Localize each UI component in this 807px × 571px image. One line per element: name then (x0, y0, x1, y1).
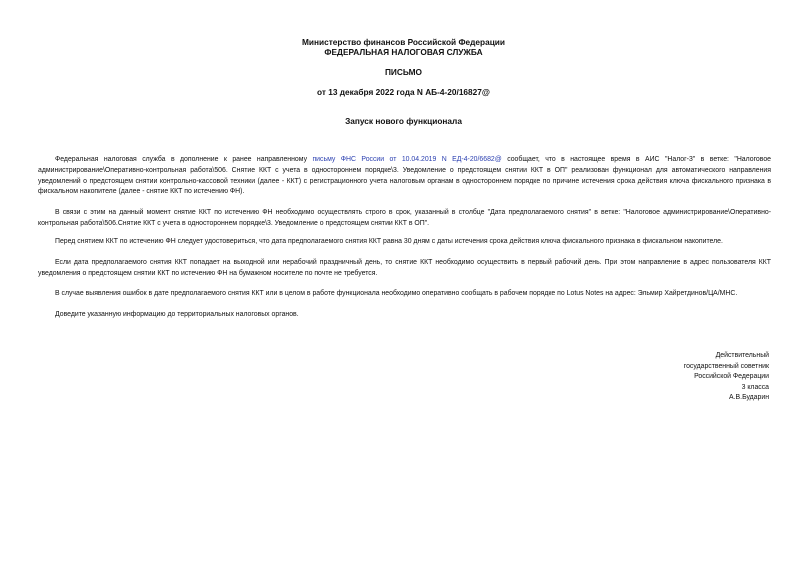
signature-block (684, 351, 769, 404)
paragraph-4: Если дата предполагаемого снятия ККТ попадает на выходной или нерабочий праздничный день, то снятие ККТ необходимо осуществить в первый рабочий день. При этом направление в адрес пользователя ККТ уведомления о предстоящем снятии ККТ по истечению ФН на бумажном носителе по почте не требуется. (38, 259, 771, 277)
signature-rank-line-4: 3 класса (741, 383, 769, 391)
signature-rank-line-1: Действительный (715, 352, 769, 359)
paragraph-2: В связи с этим на данный момент снятие ККТ по истечению ФН необходимо осуществлять строго в срок, указанный в столбце "Дата предполагаемого снятия" в ветке: "Налоговое администрирование\Оперативно-контрольная работа\506.Снятие ККТ с учета в одностороннем порядке\3. Уведомление о предстоящем снятии ККТ в ОП". (38, 209, 771, 227)
document-subject: Запуск нового функционала (345, 116, 462, 126)
ministry-name: Министерство финансов Российской Федерации (301, 37, 506, 47)
signatory-name: А.В.Бударин (729, 394, 769, 402)
signature-rank-line-3: Российской Федерации (694, 373, 769, 381)
document-date-number: от 13 декабря 2022 года N АБ-4-20/16827@ (317, 87, 490, 97)
paragraph-1-rest: сообщает, что в настоящее время в АИС "Налог-3" в ветке: "Налоговое администрирование\Оперативно-контрольная работа\506. Снятие ККТ с учета в одностороннем порядке\3. Уведомление о предстоящем снятии ККТ в ОП" реализован функционал для автоматического направления уведомлений о предстоящем снятии контрольно-кассовой техники (далее - ККТ) с регистрационного учета налоговым органам в одностороннем порядке по причине истечения срока действия ключа фискального признака в фискальном накопителе (далее - снятие ККТ по истечению ФН). (38, 156, 772, 196)
paragraph-5: В случае выявления ошибок в дате предполагаемого снятия ККТ или в целом в работе функционала необходимо оперативно сообщать в рабочем порядке по Lotus Notes на адрес: Эльмир Хайретдинов/ЦА/МНС. (55, 290, 738, 297)
signature-rank-line-2: государственный советник (683, 362, 769, 370)
paragraph-6: Доведите указанную информацию до территориальных налоговых органов. (55, 311, 299, 318)
document-type: ПИСЬМО (384, 67, 423, 77)
paragraph-3: Перед снятием ККТ по истечению ФН следует удостовериться, что дата предполагаемого снятия ККТ равна 30 дням с даты истечения срока действия ключа фискального признака в фискальном накопителе. (55, 238, 723, 245)
service-name: ФЕДЕРАЛЬНАЯ НАЛОГОВАЯ СЛУЖБА (324, 47, 483, 57)
paragraph-1 (38, 155, 771, 198)
paragraph-1-lead: Федеральная налоговая служба в дополнение к ранее направленному (55, 156, 313, 163)
referenced-letter-link[interactable]: письму ФНС России от 10.04.2019 N ЕД-4-20/6682@ (312, 156, 502, 163)
